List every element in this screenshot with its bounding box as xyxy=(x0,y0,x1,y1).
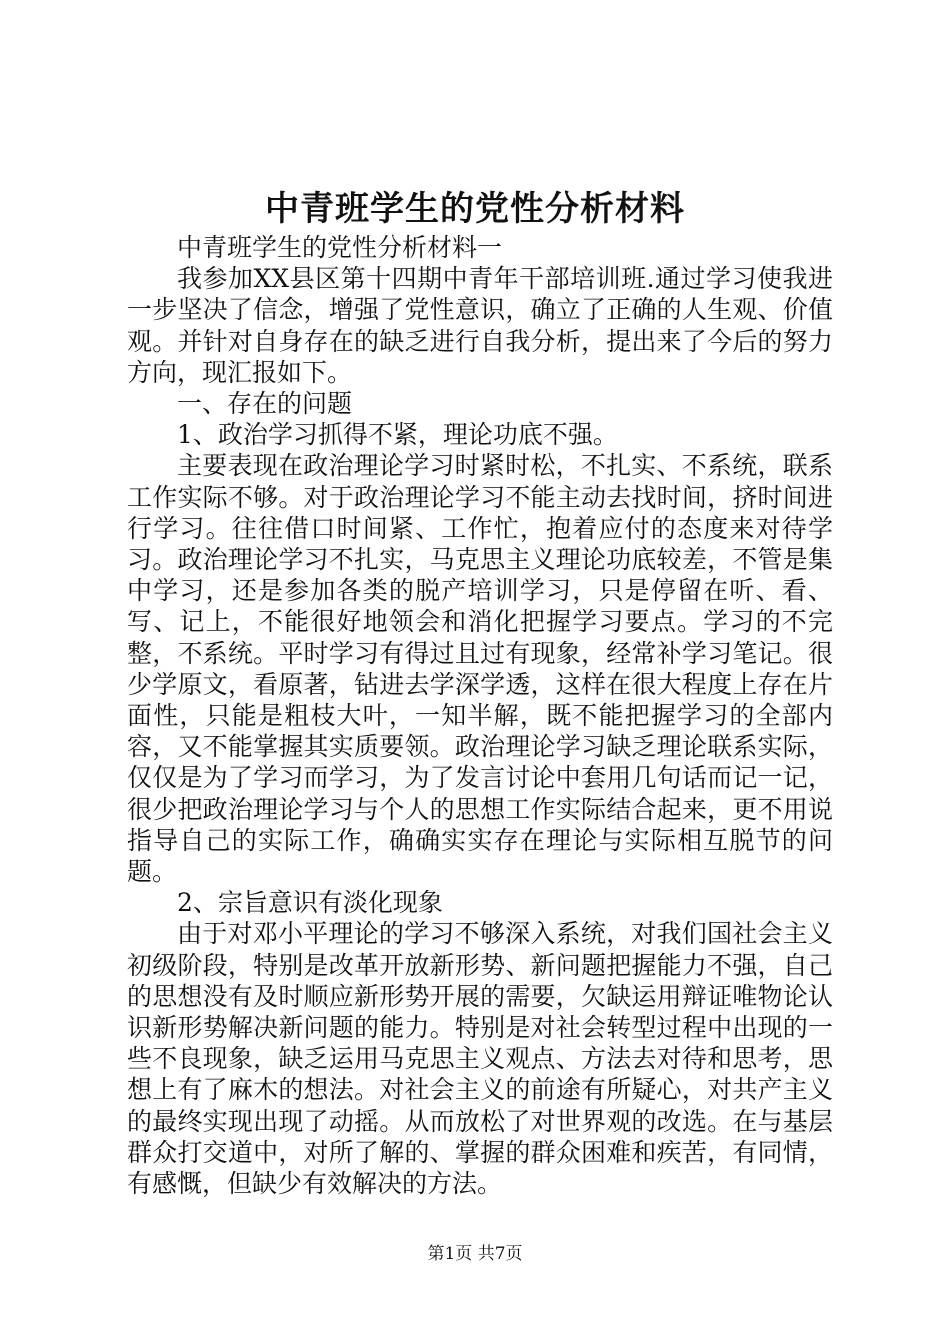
paragraph-subtitle: 中青班学生的党性分析材料一 xyxy=(177,233,503,262)
document-title: 中青班学生的党性分析材料 xyxy=(265,189,685,229)
document-body xyxy=(127,232,833,1199)
paragraph-body: 主要表现在政治理论学习时紧时松，不扎实、不系统，联系工作实际不够。对于政治理论学习不能主动去找时间，挤时间进行学习。往往借口时间紧、工作忙，抱着应付的态度来对待学习。政治理论学习不扎实，马克思主义理论功底较差，不管是集中学习，还是参加各类的脱产培训学习，只是停留在听、看、写、记上，不能很好地领会和消化把握学习要点。学习的不完整，不系统。平时学习有得过且过有现象，经常补学习笔记。很少学原文，看原著，钻进去学深学透，这样在很大程度上存在片面性，只能是粗枝大叶，一知半解，既不能把握学习的全部内容，又不能掌握其实质要领。政治理论学习缺乏理论联系实际，仅仅是为了学习而学习，为了发言讨论中套用几句话而记一记，很少把政治理论学习与个人的思想工作实际结合起来，更不用说指导自己的实际工作，确确实实存在理论与实际相互脱节的问题。 xyxy=(127,451,833,887)
paragraph-body: 由于对邓小平理论的学习不够深入系统，对我们国社会主义初级阶段，特别是改革开放新形势、新问题把握能力不强，自己的思想没有及时顺应新形势开展的需要，欠缺运用辩证唯物论认识新形势解决新问题的能力。特别是对社会转型过程中出现的一些不良现象，缺乏运用马克思主义观点、方法去对待和思考，思想上有了麻木的想法。对社会主义的前途有所疑心，对共产主义的最终实现出现了动摇。从而放松了对世界观的改选。在与基层群众打交道中，对所了解的、掌握的群众困难和疾苦，有同情，有感慨，但缺少有效解决的方法。 xyxy=(127,919,833,1199)
page-footer: 第1页 共7页 xyxy=(427,1244,523,1264)
subsection-heading: 2、宗旨意识有淡化现象 xyxy=(177,888,443,918)
paragraph-intro: 我参加XX县区第十四期中青年干部培训班.通过学习使我进一步坚决了信念，增强了党性意识，确立了正确的人生观、价值观。并针对自身存在的缺乏进行自我分析，提出来了今后的努力方向，现汇报如下。 xyxy=(127,264,833,387)
subsection-heading: 1、政治学习抓得不紧，理论功底不强。 xyxy=(177,420,618,450)
section-heading: 一、存在的问题 xyxy=(177,389,353,419)
